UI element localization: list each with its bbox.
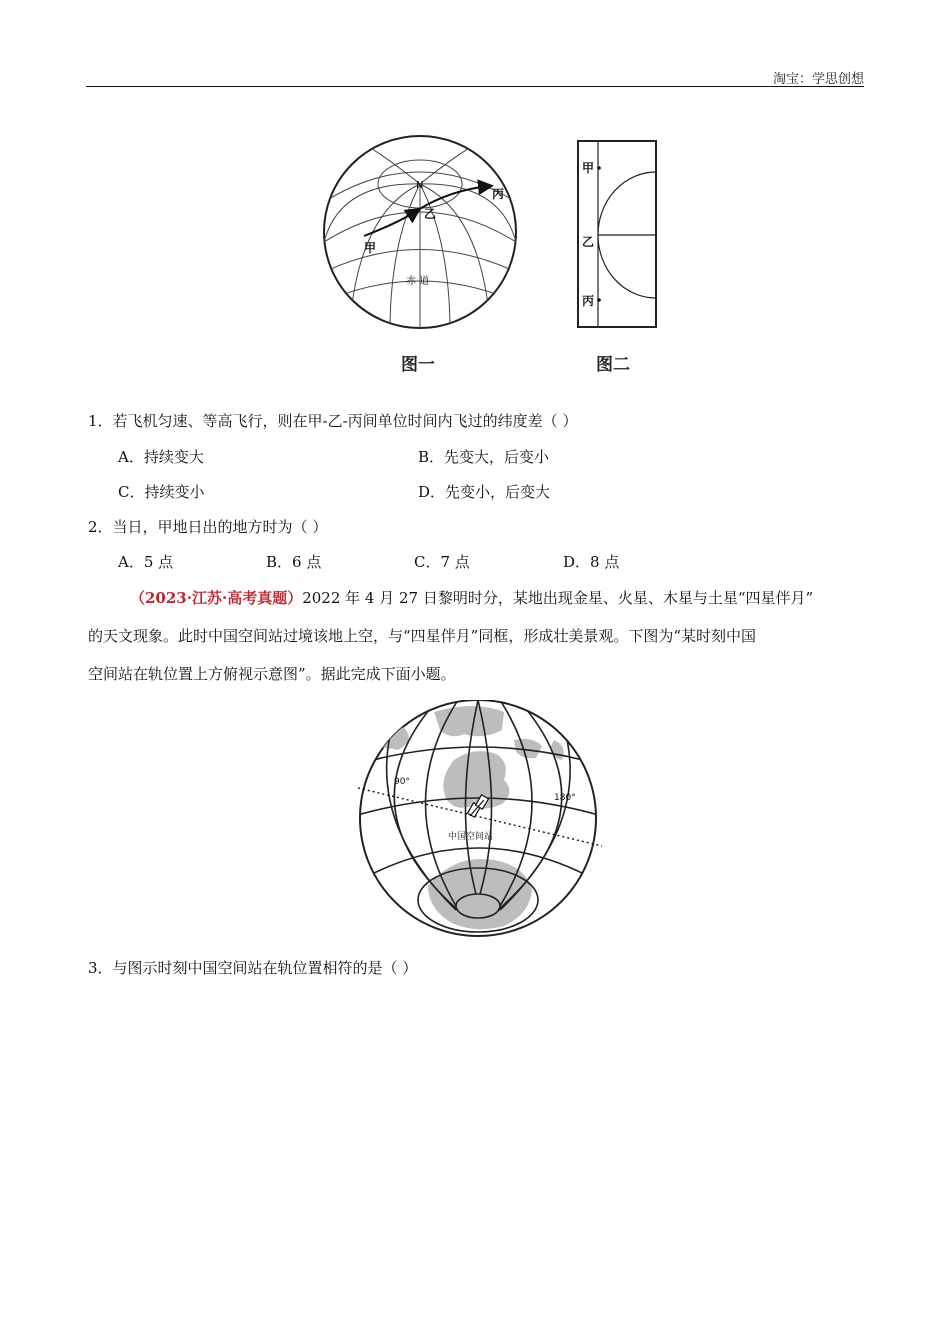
header-shop-text: 淘宝：学思创想 xyxy=(772,72,864,87)
figure1-label-bing: 丙 xyxy=(492,187,505,201)
figure1-caption: 图一 xyxy=(401,355,435,375)
passage-line-1 xyxy=(88,588,864,608)
q2-option-b: B．6 点 xyxy=(266,553,322,571)
question-1-stem: 1．若飞机匀速、等高飞行，则在甲-乙-丙间单位时间内飞过的纬度差（ ） xyxy=(88,412,578,430)
passage-line-1-text: 2022 年 4 月 27 日黎明时分，某地出现金星、火星、木星与土星“四星伴月” xyxy=(302,589,814,607)
passage-source: （2023·江苏·高考真题） xyxy=(130,589,303,607)
q1-option-b: B．先变大，后变小 xyxy=(418,448,550,466)
figure1-label-yi: 乙 xyxy=(424,207,437,221)
figure1-globe xyxy=(320,132,520,332)
figure1-label-north: N xyxy=(416,180,424,191)
passage-line-3: 空间站在轨位置上方俯视示意图”。据此完成下面小题。 xyxy=(88,665,456,683)
q1-option-a: A．持续变大 xyxy=(118,448,204,466)
question-3-stem: 3．与图示时刻中国空间站在轨位置相符的是（ ） xyxy=(88,959,418,977)
figure3-station-globe xyxy=(354,700,604,940)
figure2-label-bing: 丙 xyxy=(582,294,595,308)
figure2-label-jia: 甲 xyxy=(582,161,595,175)
q2-option-c: C．7 点 xyxy=(414,553,470,571)
passage-line-2: 的天文现象。此时中国空间站过境该地上空，与“四星伴月”同框，形成壮美景观。下图为“某时刻中国 xyxy=(88,627,757,645)
q1-option-d: D．先变小，后变大 xyxy=(418,483,551,501)
figure2-caption: 图二 xyxy=(596,355,630,375)
figure1-label-equator: 赤 道 xyxy=(406,276,430,287)
figure3-label-lon180: 180° xyxy=(554,793,576,803)
header-rule xyxy=(86,86,864,87)
figure3-label-lon90: 90° xyxy=(394,777,410,787)
figure2-label-yi: 乙 xyxy=(582,235,595,249)
figure2-diagram xyxy=(574,138,660,332)
question-2-stem: 2．当日，甲地日出的地方时为（ ） xyxy=(88,518,328,536)
q1-option-c: C．持续变小 xyxy=(118,483,205,501)
q2-option-a: A．5 点 xyxy=(118,553,174,571)
figure1-label-jia: 甲 xyxy=(364,241,377,255)
q2-option-d: D．8 点 xyxy=(563,553,620,571)
figure3-label-station: 中国空间站 xyxy=(448,832,494,842)
